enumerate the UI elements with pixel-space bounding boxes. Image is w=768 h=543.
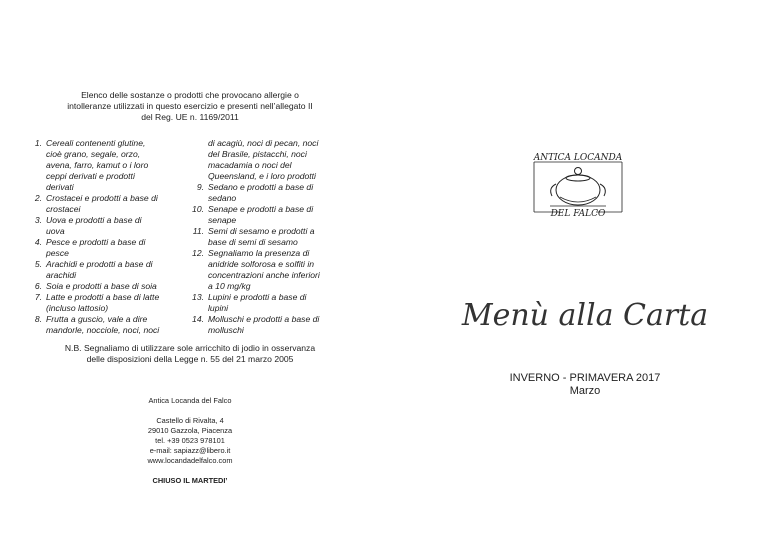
allergen-item <box>28 314 192 336</box>
allergen-line: senape <box>208 215 237 225</box>
allergen-line: Soia e prodotti a base di soia <box>46 281 157 291</box>
allergen-text <box>46 138 192 193</box>
allergen-item <box>190 182 350 204</box>
allergen-number: 4. <box>34 237 42 247</box>
allergen-item <box>190 248 350 292</box>
allergen-text <box>46 281 192 292</box>
allergen-line: a 10 mg/kg <box>208 281 251 291</box>
allergen-line: ceppi derivati e prodotti <box>46 171 135 181</box>
allergen-line: macadamia o noci del <box>208 160 292 170</box>
allergen-text <box>208 226 350 248</box>
allergen-item <box>190 226 350 248</box>
allergen-line: Cereali contenenti glutine, <box>46 138 146 148</box>
allergen-number: 5. <box>34 259 42 269</box>
allergen-line: uova <box>46 226 65 236</box>
nb-line: N.B. Segnaliamo di utilizzare sole arricchito di jodio in osservanza <box>64 343 316 353</box>
allergen-line: arachidi <box>46 270 77 280</box>
nb-note <box>40 343 340 365</box>
allergen-number: 14. <box>192 314 204 324</box>
allergen-text <box>46 237 192 259</box>
closed-day: CHIUSO IL MARTEDI’ <box>152 476 228 485</box>
month-label: Marzo <box>569 385 601 397</box>
allergen-text <box>208 248 350 292</box>
allergen-item <box>28 292 192 314</box>
allergen-line: Semi di sesamo e prodotti a <box>208 226 315 236</box>
allergen-line: derivati <box>46 182 74 192</box>
allergen-line: base di semi di sesamo <box>208 237 298 247</box>
allergen-text <box>46 215 192 237</box>
allergen-intro <box>40 90 340 123</box>
allergen-line: lupini <box>208 303 229 313</box>
allergen-number: 9. <box>196 182 204 192</box>
pot-logo-icon <box>530 150 626 220</box>
allergen-item <box>190 314 350 336</box>
menu-title: Menù alla Carta <box>461 298 709 333</box>
allergen-text <box>208 204 350 226</box>
allergen-number: 2. <box>34 193 42 203</box>
allergen-number: 8. <box>34 314 42 324</box>
allergen-text <box>208 314 350 336</box>
allergen-continuation <box>190 138 350 182</box>
allergen-text <box>208 292 350 314</box>
restaurant-name: Antica Locanda del Falco <box>148 396 232 405</box>
allergen-item <box>28 215 192 237</box>
address-phone: tel. +39 0523 978101 <box>155 436 225 445</box>
allergen-line: Queensland, e i loro prodotti <box>208 171 316 181</box>
allergen-line: Latte e prodotti a base di latte <box>46 292 160 302</box>
allergen-line: del Brasile, pistacchi, noci <box>208 149 307 159</box>
season-label: INVERNO - PRIMAVERA 2017 <box>509 372 661 384</box>
allergen-line: Crostacei e prodotti a base di <box>46 193 158 203</box>
allergen-number: 13. <box>192 292 204 302</box>
allergen-text <box>46 193 192 215</box>
allergen-line: Frutta a guscio, vale a dire <box>46 314 148 324</box>
allergen-text <box>46 292 192 314</box>
address-website: www.locandadelfalco.com <box>147 456 233 465</box>
season-block <box>460 372 710 398</box>
allergen-line: (incluso lattosio) <box>46 303 109 313</box>
allergen-line: anidride solforosa e solfiti in <box>208 259 315 269</box>
allergen-number: 1. <box>34 138 42 148</box>
allergen-item <box>190 292 350 314</box>
allergen-item <box>28 259 192 281</box>
allergen-line: Molluschi e prodotti a base di <box>208 314 320 324</box>
allergen-text <box>46 314 192 336</box>
allergen-number: 12. <box>192 248 204 258</box>
allergen-line: molluschi <box>208 325 244 335</box>
intro-line: intolleranze utilizzati in questo esercizio e presenti nell’allegato II <box>67 101 313 111</box>
allergen-line: cioè grano, segale, orzo, <box>46 149 141 159</box>
allergen-item <box>190 204 350 226</box>
allergen-item <box>28 281 192 292</box>
intro-line: del Reg. UE n. 1169/2011 <box>141 112 239 122</box>
allergen-line: sedano <box>208 193 237 203</box>
allergen-number: 7. <box>34 292 42 302</box>
allergen-line: pesce <box>46 248 69 258</box>
allergen-item <box>28 193 192 215</box>
allergen-list-left <box>28 138 192 336</box>
logo-top-text: ANTICA LOCANDA <box>533 153 623 163</box>
allergen-line: concentrazioni anche inferiori <box>208 270 320 280</box>
allergen-number: 11. <box>192 226 204 236</box>
allergen-number: 6. <box>34 281 42 291</box>
allergen-line: avena, farro, kamut o i loro <box>46 160 149 170</box>
allergen-text <box>208 182 350 204</box>
allergen-number: 3. <box>34 215 42 225</box>
allergen-list-right <box>190 138 350 336</box>
allergen-line: crostacei <box>46 204 81 214</box>
allergen-line: Segnaliamo la presenza di <box>208 248 310 258</box>
allergen-item <box>28 237 192 259</box>
allergen-line: Sedano e prodotti a base di <box>208 182 314 192</box>
allergen-line: Senape e prodotti a base di <box>208 204 314 214</box>
allergen-line: mandorle, nocciole, noci, noci <box>46 325 160 335</box>
allergen-line: Uova e prodotti a base di <box>46 215 142 225</box>
allergen-line: di acagiù, noci di pecan, noci <box>208 138 319 148</box>
allergen-line: Pesce e prodotti a base di <box>46 237 146 247</box>
allergen-item <box>28 138 192 193</box>
intro-line: Elenco delle sostanze o prodotti che provocano allergie o <box>81 90 299 100</box>
allergen-text <box>46 259 192 281</box>
allergen-number: 10. <box>192 204 204 214</box>
address-city: 29010 Gazzola, Piacenza <box>147 426 233 435</box>
logo-bottom-text: DEL FALCO <box>550 209 606 219</box>
allergen-line: Arachidi e prodotti a base di <box>46 259 153 269</box>
nb-line: delle disposizioni della Legge n. 55 del 21 marzo 2005 <box>86 354 294 364</box>
address-email: e-mail: sapiazz@libero.it <box>149 446 231 455</box>
allergen-line: Lupini e prodotti a base di <box>208 292 307 302</box>
locanda-logo <box>530 150 626 220</box>
address-block <box>100 396 280 486</box>
address-street: Castello di Rivalta, 4 <box>156 416 224 425</box>
